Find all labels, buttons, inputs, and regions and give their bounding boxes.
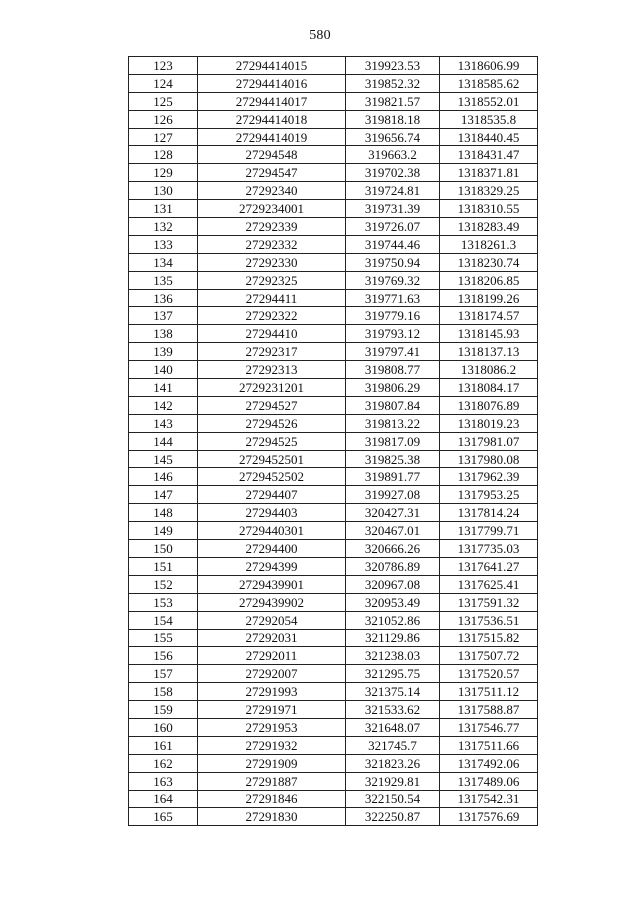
point-id-cell: 27294526 [198,414,346,432]
row-index-cell: 162 [129,754,198,772]
table-row [129,593,538,611]
row-index-cell: 135 [129,271,198,289]
table-row [129,450,538,468]
point-id-cell: 27292322 [198,307,346,325]
y-coordinate-cell: 1318535.8 [440,110,538,128]
y-coordinate-cell: 1318199.26 [440,289,538,307]
y-coordinate-cell: 1317962.39 [440,468,538,486]
table-row [129,790,538,808]
row-index-cell: 131 [129,200,198,218]
point-id-cell: 27294410 [198,325,346,343]
table-row [129,504,538,522]
point-id-cell: 27291971 [198,701,346,719]
y-coordinate-cell: 1317492.06 [440,754,538,772]
x-coordinate-cell: 319724.81 [346,182,440,200]
point-id-cell: 2729439901 [198,575,346,593]
row-index-cell: 123 [129,57,198,75]
point-id-cell: 27294547 [198,164,346,182]
x-coordinate-cell: 321745.7 [346,736,440,754]
y-coordinate-cell: 1318431.47 [440,146,538,164]
point-id-cell: 27291846 [198,790,346,808]
table-row [129,253,538,271]
point-id-cell: 27292031 [198,629,346,647]
point-id-cell: 27292339 [198,218,346,236]
y-coordinate-cell: 1318585.62 [440,74,538,92]
row-index-cell: 151 [129,557,198,575]
point-id-cell: 27291993 [198,683,346,701]
row-index-cell: 160 [129,718,198,736]
table-row [129,289,538,307]
x-coordinate-cell: 320967.08 [346,575,440,593]
point-id-cell: 27292330 [198,253,346,271]
table-row [129,325,538,343]
x-coordinate-cell: 321052.86 [346,611,440,629]
row-index-cell: 159 [129,701,198,719]
point-id-cell: 2729452501 [198,450,346,468]
point-id-cell: 2729234001 [198,200,346,218]
x-coordinate-cell: 319923.53 [346,57,440,75]
x-coordinate-cell: 319771.63 [346,289,440,307]
row-index-cell: 142 [129,396,198,414]
x-coordinate-cell: 320427.31 [346,504,440,522]
x-coordinate-cell: 321533.62 [346,701,440,719]
table-row [129,235,538,253]
y-coordinate-cell: 1317489.06 [440,772,538,790]
y-coordinate-cell: 1317507.72 [440,647,538,665]
row-index-cell: 129 [129,164,198,182]
point-id-cell: 2729440301 [198,522,346,540]
table-row [129,718,538,736]
x-coordinate-cell: 319818.18 [346,110,440,128]
x-coordinate-cell: 319821.57 [346,92,440,110]
row-index-cell: 148 [129,504,198,522]
row-index-cell: 146 [129,468,198,486]
y-coordinate-cell: 1317520.57 [440,665,538,683]
row-index-cell: 133 [129,235,198,253]
row-index-cell: 156 [129,647,198,665]
point-id-cell: 27294414017 [198,92,346,110]
row-index-cell: 138 [129,325,198,343]
table-row [129,486,538,504]
table-row [129,396,538,414]
y-coordinate-cell: 1318606.99 [440,57,538,75]
table-row [129,629,538,647]
y-coordinate-cell: 1317546.77 [440,718,538,736]
row-index-cell: 124 [129,74,198,92]
row-index-cell: 144 [129,432,198,450]
y-coordinate-cell: 1318371.81 [440,164,538,182]
x-coordinate-cell: 319806.29 [346,379,440,397]
y-coordinate-cell: 1318329.25 [440,182,538,200]
table-row [129,379,538,397]
table-row [129,218,538,236]
x-coordinate-cell: 321129.86 [346,629,440,647]
y-coordinate-cell: 1318076.89 [440,396,538,414]
x-coordinate-cell: 320786.89 [346,557,440,575]
x-coordinate-cell: 319702.38 [346,164,440,182]
table-row [129,182,538,200]
point-id-cell: 27294414018 [198,110,346,128]
table-row [129,271,538,289]
table-row [129,772,538,790]
point-id-cell: 27291953 [198,718,346,736]
x-coordinate-cell: 319769.32 [346,271,440,289]
y-coordinate-cell: 1318283.49 [440,218,538,236]
row-index-cell: 136 [129,289,198,307]
row-index-cell: 130 [129,182,198,200]
coordinates-table-container [128,56,537,826]
table-row [129,92,538,110]
table-row [129,557,538,575]
x-coordinate-cell: 321238.03 [346,647,440,665]
point-id-cell: 27291932 [198,736,346,754]
x-coordinate-cell: 319807.84 [346,396,440,414]
x-coordinate-cell: 319731.39 [346,200,440,218]
row-index-cell: 137 [129,307,198,325]
y-coordinate-cell: 1317542.31 [440,790,538,808]
x-coordinate-cell: 319779.16 [346,307,440,325]
x-coordinate-cell: 321295.75 [346,665,440,683]
point-id-cell: 27292317 [198,343,346,361]
row-index-cell: 161 [129,736,198,754]
y-coordinate-cell: 1318230.74 [440,253,538,271]
y-coordinate-cell: 1317515.82 [440,629,538,647]
table-row [129,647,538,665]
table-row [129,57,538,75]
y-coordinate-cell: 1318137.13 [440,343,538,361]
x-coordinate-cell: 319825.38 [346,450,440,468]
table-row [129,200,538,218]
coordinates-table [128,56,538,826]
y-coordinate-cell: 1317536.51 [440,611,538,629]
table-row [129,736,538,754]
table-row [129,808,538,826]
x-coordinate-cell: 321823.26 [346,754,440,772]
y-coordinate-cell: 1317511.66 [440,736,538,754]
y-coordinate-cell: 1317511.12 [440,683,538,701]
row-index-cell: 125 [129,92,198,110]
point-id-cell: 27292313 [198,361,346,379]
table-row [129,522,538,540]
row-index-cell: 165 [129,808,198,826]
table-row [129,540,538,558]
x-coordinate-cell: 319797.41 [346,343,440,361]
point-id-cell: 27291830 [198,808,346,826]
row-index-cell: 139 [129,343,198,361]
table-row [129,665,538,683]
x-coordinate-cell: 319744.46 [346,235,440,253]
y-coordinate-cell: 1318310.55 [440,200,538,218]
table-row [129,164,538,182]
row-index-cell: 149 [129,522,198,540]
y-coordinate-cell: 1317981.07 [440,432,538,450]
row-index-cell: 155 [129,629,198,647]
x-coordinate-cell: 322250.87 [346,808,440,826]
point-id-cell: 27291887 [198,772,346,790]
point-id-cell: 27294403 [198,504,346,522]
row-index-cell: 163 [129,772,198,790]
y-coordinate-cell: 1317799.71 [440,522,538,540]
table-row [129,146,538,164]
point-id-cell: 27294414016 [198,74,346,92]
point-id-cell: 27291909 [198,754,346,772]
point-id-cell: 2729452502 [198,468,346,486]
point-id-cell: 27294407 [198,486,346,504]
table-row [129,110,538,128]
point-id-cell: 27292011 [198,647,346,665]
row-index-cell: 143 [129,414,198,432]
x-coordinate-cell: 319663.2 [346,146,440,164]
y-coordinate-cell: 1318086.2 [440,361,538,379]
table-body [129,57,538,826]
row-index-cell: 158 [129,683,198,701]
y-coordinate-cell: 1317625.41 [440,575,538,593]
row-index-cell: 150 [129,540,198,558]
y-coordinate-cell: 1317588.87 [440,701,538,719]
x-coordinate-cell: 321929.81 [346,772,440,790]
table-row [129,307,538,325]
y-coordinate-cell: 1318552.01 [440,92,538,110]
page-number: 580 [309,28,331,43]
row-index-cell: 126 [129,110,198,128]
table-row [129,74,538,92]
table-row [129,611,538,629]
x-coordinate-cell: 319750.94 [346,253,440,271]
point-id-cell: 27294414019 [198,128,346,146]
row-index-cell: 134 [129,253,198,271]
x-coordinate-cell: 319927.08 [346,486,440,504]
row-index-cell: 145 [129,450,198,468]
x-coordinate-cell: 319726.07 [346,218,440,236]
y-coordinate-cell: 1318206.85 [440,271,538,289]
row-index-cell: 132 [129,218,198,236]
point-id-cell: 27294411 [198,289,346,307]
x-coordinate-cell: 319852.32 [346,74,440,92]
x-coordinate-cell: 321648.07 [346,718,440,736]
y-coordinate-cell: 1318019.23 [440,414,538,432]
row-index-cell: 152 [129,575,198,593]
point-id-cell: 2729439902 [198,593,346,611]
x-coordinate-cell: 319808.77 [346,361,440,379]
point-id-cell: 2729231201 [198,379,346,397]
row-index-cell: 153 [129,593,198,611]
point-id-cell: 27294525 [198,432,346,450]
y-coordinate-cell: 1318440.45 [440,128,538,146]
point-id-cell: 27294399 [198,557,346,575]
x-coordinate-cell: 320666.26 [346,540,440,558]
y-coordinate-cell: 1318261.3 [440,235,538,253]
x-coordinate-cell: 321375.14 [346,683,440,701]
point-id-cell: 27294400 [198,540,346,558]
x-coordinate-cell: 320467.01 [346,522,440,540]
point-id-cell: 27294414015 [198,57,346,75]
row-index-cell: 164 [129,790,198,808]
table-row [129,361,538,379]
row-index-cell: 157 [129,665,198,683]
point-id-cell: 27294527 [198,396,346,414]
y-coordinate-cell: 1317980.08 [440,450,538,468]
y-coordinate-cell: 1317953.25 [440,486,538,504]
y-coordinate-cell: 1318174.57 [440,307,538,325]
point-id-cell: 27294548 [198,146,346,164]
table-row [129,683,538,701]
table-row [129,575,538,593]
row-index-cell: 127 [129,128,198,146]
y-coordinate-cell: 1317576.69 [440,808,538,826]
row-index-cell: 154 [129,611,198,629]
row-index-cell: 128 [129,146,198,164]
x-coordinate-cell: 319656.74 [346,128,440,146]
table-row [129,128,538,146]
x-coordinate-cell: 319793.12 [346,325,440,343]
point-id-cell: 27292054 [198,611,346,629]
row-index-cell: 141 [129,379,198,397]
table-row [129,754,538,772]
x-coordinate-cell: 319817.09 [346,432,440,450]
table-row [129,414,538,432]
row-index-cell: 140 [129,361,198,379]
point-id-cell: 27292325 [198,271,346,289]
x-coordinate-cell: 319891.77 [346,468,440,486]
table-row [129,701,538,719]
table-row [129,343,538,361]
x-coordinate-cell: 319813.22 [346,414,440,432]
y-coordinate-cell: 1317735.03 [440,540,538,558]
y-coordinate-cell: 1317641.27 [440,557,538,575]
point-id-cell: 27292007 [198,665,346,683]
y-coordinate-cell: 1318084.17 [440,379,538,397]
y-coordinate-cell: 1318145.93 [440,325,538,343]
row-index-cell: 147 [129,486,198,504]
table-row [129,468,538,486]
table-row [129,432,538,450]
y-coordinate-cell: 1317591.32 [440,593,538,611]
point-id-cell: 27292340 [198,182,346,200]
point-id-cell: 27292332 [198,235,346,253]
x-coordinate-cell: 322150.54 [346,790,440,808]
x-coordinate-cell: 320953.49 [346,593,440,611]
y-coordinate-cell: 1317814.24 [440,504,538,522]
